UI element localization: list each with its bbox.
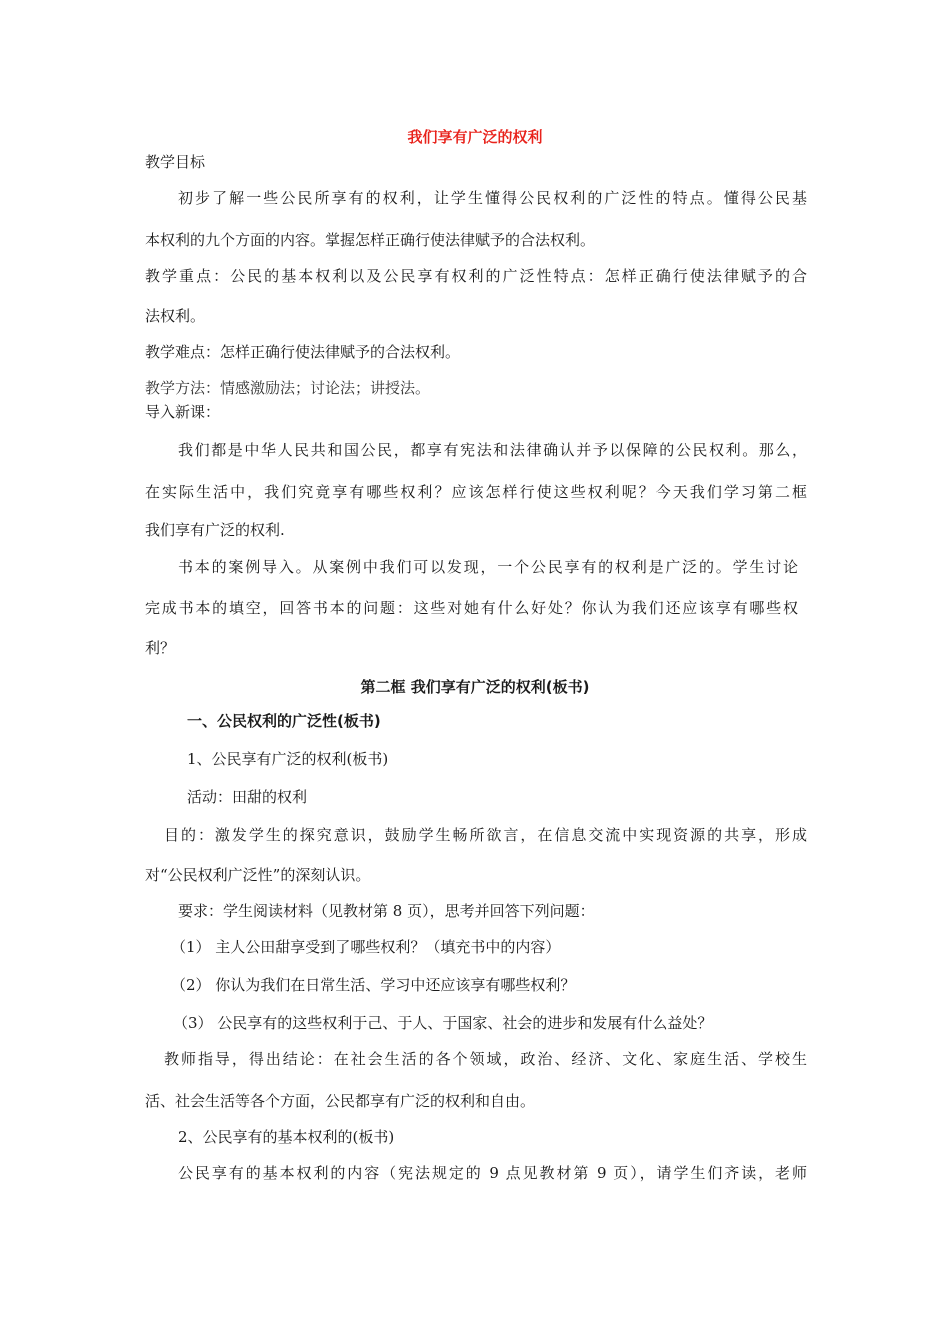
paragraph-line: 完成书本的填空，回答书本的问题：这些对她有什么好处？你认为我们还应该享有哪些权 bbox=[145, 599, 798, 617]
paragraph-line: 活、社会生活等各个方面，公民都享有广泛的权利和自由。 bbox=[145, 1092, 536, 1110]
key-points-line: 教学重点：公民的基本权利以及公民享有权利的广泛性特点：怎样正确行使法律赋予的合 bbox=[145, 267, 807, 285]
paragraph-line: 对“公民权利广泛性”的深刻认识。 bbox=[145, 866, 371, 884]
paragraph-line: 教师指导，得出结论：在社会生活的各个领域，政治、经济、文化、家庭生活、学校生 bbox=[164, 1050, 807, 1068]
paragraph-line: 公民享有的基本权利的内容（宪法规定的 9 点见教材第 9 页），请学生们齐读，老师 bbox=[178, 1164, 807, 1182]
section-heading-objectives: 教学目标 bbox=[145, 153, 206, 171]
paragraph-line: 本权利的九个方面的内容。掌握怎样正确行使法律赋予的合法权利。 bbox=[145, 231, 596, 249]
teaching-methods-line: 教学方法：情感激励法；讨论法；讲授法。 bbox=[145, 379, 431, 397]
question-item: （3） 公民享有的这些权利于己、于人、于国家、社会的进步和发展有什么益处？ bbox=[173, 1014, 713, 1032]
paragraph-line: 我们享有广泛的权利. bbox=[145, 521, 285, 539]
paragraph-line: 目的：激发学生的探究意识，鼓励学生畅所欲言，在信息交流中实现资源的共享，形成 bbox=[164, 826, 807, 844]
lesson-intro-heading: 导入新课： bbox=[145, 403, 221, 421]
section-heading: 第二框 我们享有广泛的权利(板书) bbox=[360, 678, 590, 696]
paragraph-line: 我们都是中华人民共和国公民，都享有宪法和法律确认并予以保障的公民权利。那么， bbox=[178, 441, 807, 459]
question-item: （2） 你认为我们在日常生活、学习中还应该享有哪些权利？ bbox=[171, 976, 576, 994]
paragraph-line: 初步了解一些公民所享有的权利，让学生懂得公民权利的广泛性的特点。懂得公民基 bbox=[178, 189, 807, 207]
subsection-heading: 一、公民权利的广泛性(板书) bbox=[187, 712, 381, 730]
activity-line: 活动：田甜的权利 bbox=[187, 788, 308, 806]
document-title: 我们享有广泛的权利 bbox=[407, 128, 543, 146]
difficult-points-line: 教学难点：怎样正确行使法律赋予的合法权利。 bbox=[145, 343, 461, 361]
subsection-heading: 2、公民享有的基本权利的(板书) bbox=[178, 1128, 395, 1146]
paragraph-line: 书本的案例导入。从案例中我们可以发现，一个公民享有的权利是广泛的。学生讨论 bbox=[178, 558, 798, 576]
requirement-line: 要求：学生阅读材料（见教材第 8 页），思考并回答下列问题： bbox=[178, 902, 595, 920]
paragraph-line: 利？ bbox=[145, 639, 176, 657]
question-item: （1） 主人公田甜享受到了哪些权利？（填充书中的内容） bbox=[171, 938, 561, 956]
paragraph-line: 在实际生活中，我们究竟享有哪些权利？应该怎样行使这些权利呢？今天我们学习第二框 bbox=[145, 483, 807, 501]
subsection-heading: 1、公民享有广泛的权利(板书) bbox=[187, 750, 389, 768]
key-points-line: 法权利。 bbox=[145, 307, 206, 325]
